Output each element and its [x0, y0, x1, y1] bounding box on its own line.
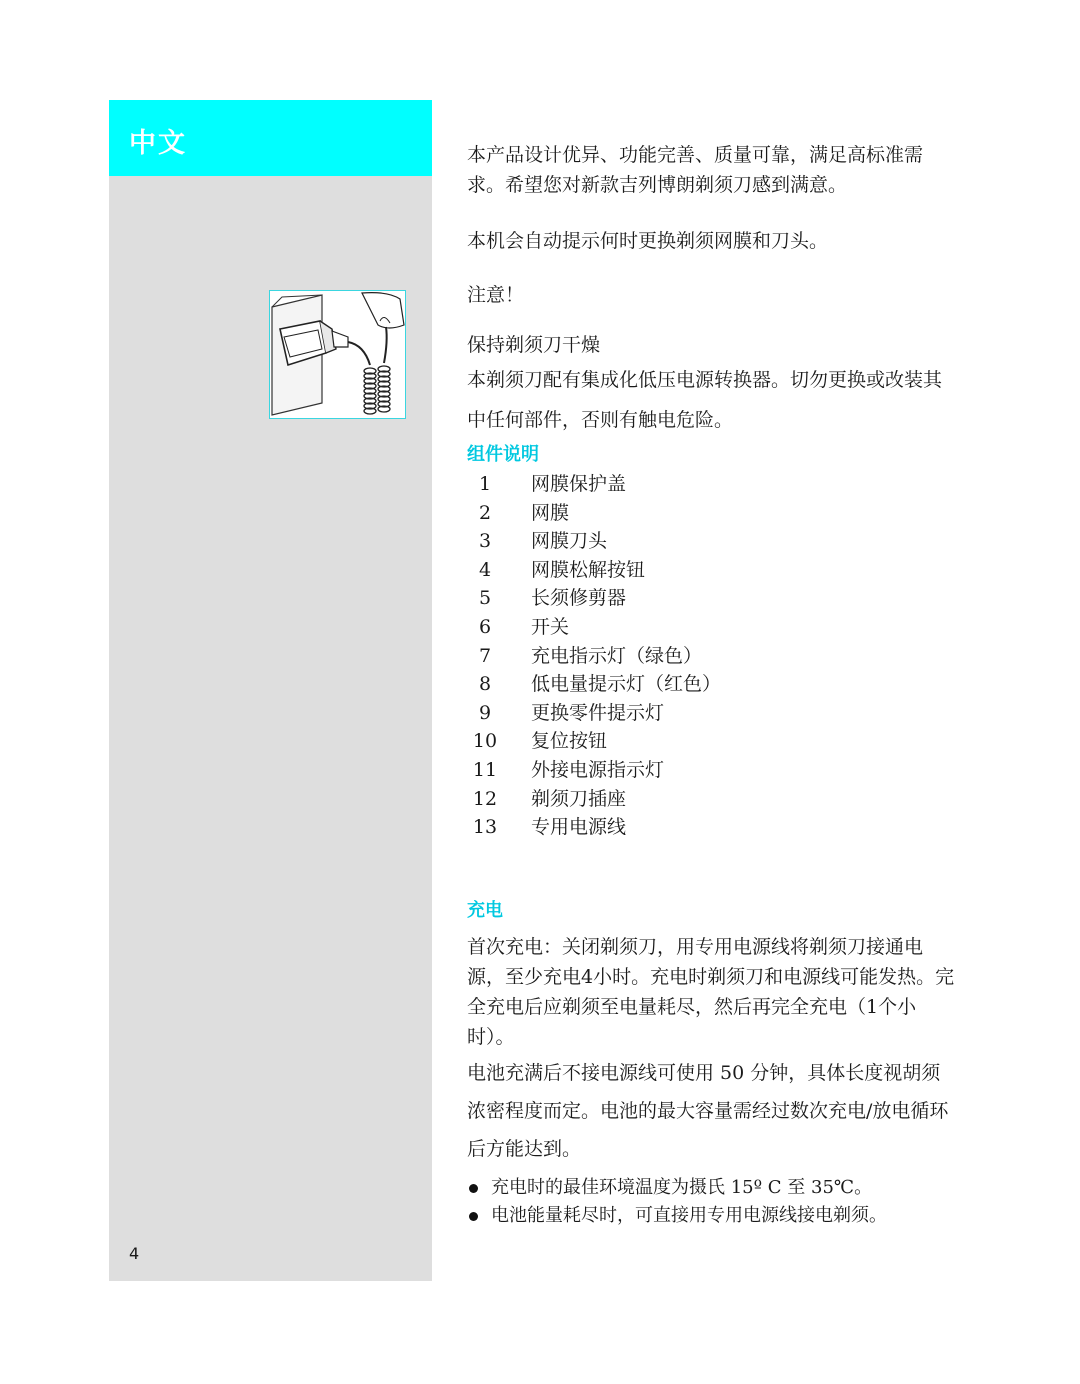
- item-label: 复位按钮: [531, 730, 608, 753]
- plug-illustration: [269, 290, 406, 419]
- list-item: [467, 527, 957, 556]
- intro-paragraph-1: 本产品设计优异、功能完善、质量可靠，满足高标准需求。希望您对新款吉列博朗剃须刀感到满意。: [467, 144, 924, 196]
- list-item: [467, 727, 957, 756]
- item-number: 7: [478, 644, 492, 667]
- list-item: [467, 613, 957, 642]
- item-label: 外接电源指示灯: [531, 758, 665, 781]
- item-label: 专用电源线: [531, 816, 627, 839]
- charging-paragraph-2: 电池充满后不接电源线可使用 50 分钟，具体长度视胡须浓密程度而定。电池的最大容量需经过数次充电/放电循环后方能达到。: [467, 1061, 949, 1160]
- item-label: 网膜: [531, 501, 570, 524]
- item-number: 13: [472, 816, 498, 839]
- caution-subheading: 保持剃须刀干燥: [467, 334, 601, 356]
- item-label: 充电指示灯（绿色）: [531, 644, 703, 667]
- item-number: 3: [478, 530, 492, 553]
- list-item: [467, 785, 957, 814]
- language-title: 中文: [129, 128, 187, 159]
- main-content: [467, 140, 957, 1230]
- item-number: 9: [478, 701, 492, 724]
- list-item: [467, 470, 957, 499]
- item-number: 2: [478, 501, 492, 524]
- components-list: [467, 470, 957, 842]
- list-item: [467, 670, 957, 699]
- charging-bullets: [467, 1174, 957, 1230]
- item-label: 长须修剪器: [531, 587, 627, 610]
- item-number: 11: [472, 758, 498, 781]
- first-charge-label: 首次充电: [467, 935, 544, 958]
- bullet-text: 电池能量耗尽时，可直接用专用电源线接电剃须。: [491, 1204, 887, 1226]
- item-number: 12: [472, 787, 498, 810]
- language-header: [109, 100, 432, 176]
- list-item: [467, 1202, 957, 1230]
- charging-title: 充电: [467, 899, 503, 921]
- caution-text: 本剃须刀配有集成化低压电源转换器。切勿更换或改装其中任何部件，否则有触电危险。: [467, 369, 943, 431]
- caution-heading: 注意！: [467, 284, 525, 306]
- item-label: 剃须刀插座: [531, 787, 627, 810]
- list-item: [467, 699, 957, 728]
- item-number: 5: [478, 587, 492, 610]
- item-label: 网膜刀头: [531, 530, 608, 553]
- item-label: 网膜保护盖: [531, 473, 627, 495]
- power-plug-icon: [270, 291, 405, 418]
- bullet-icon: [469, 1184, 478, 1193]
- item-label: 开关: [531, 615, 570, 638]
- charging-paragraph-1: [467, 932, 957, 1052]
- list-item: [467, 642, 957, 671]
- list-item: [467, 584, 957, 613]
- item-number: 10: [472, 730, 498, 753]
- first-charge-text: ：关闭剃须刀，用专用电源线将剃须刀接通电源，至少充电4小时。充电时剃须刀和电源线可能发热。完全充电后应剃须至电量耗尽，然后再完全充电（1个小时）。: [467, 935, 955, 1048]
- intro-paragraph-2: 本机会自动提示何时更换剃须网膜和刀头。: [467, 230, 829, 252]
- bullet-text: 充电时的最佳环境温度为摄氏 15º C 至 35℃。: [491, 1176, 873, 1198]
- bullet-icon: [469, 1212, 478, 1221]
- list-item: [467, 813, 957, 842]
- item-label: 低电量提示灯（红色）: [531, 673, 722, 696]
- item-number: 6: [478, 615, 492, 638]
- item-number: 4: [478, 558, 492, 581]
- list-item: [467, 556, 957, 585]
- page-number: 4: [129, 1244, 140, 1263]
- item-number: 1: [478, 473, 492, 495]
- item-label: 网膜松解按钮: [531, 558, 646, 581]
- list-item: [467, 499, 957, 528]
- item-label: 更换零件提示灯: [531, 701, 665, 724]
- list-item: [467, 1174, 957, 1202]
- list-item: [467, 756, 957, 785]
- sidebar: [109, 100, 432, 1281]
- item-number: 8: [478, 673, 492, 696]
- components-title: 组件说明: [467, 444, 539, 465]
